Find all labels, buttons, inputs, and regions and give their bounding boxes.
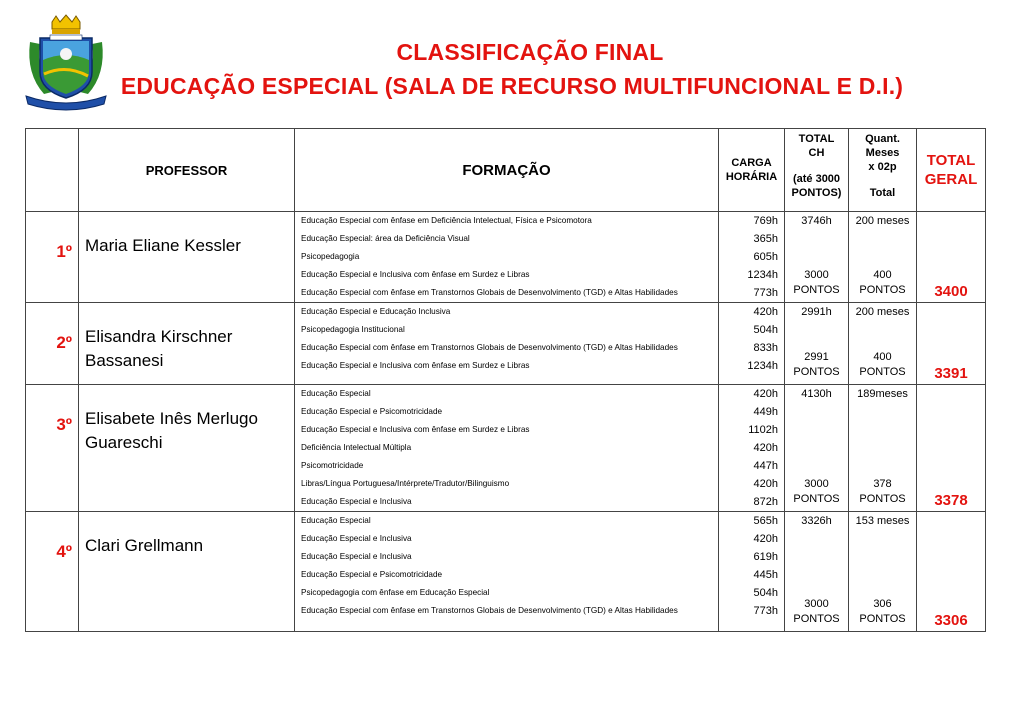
quant-meses-pontos-line: 378: [873, 478, 892, 490]
classification-table: [25, 128, 986, 632]
total-geral-value: 3391: [917, 303, 986, 385]
formacao-item: Educação Especial: [301, 389, 371, 398]
formacao-cell: [295, 303, 719, 385]
professor-name: [79, 303, 295, 385]
quant-meses-pontos-line: PONTOS: [859, 366, 906, 378]
formacao-item: Educação Especial e Psicomotricidade: [301, 407, 443, 416]
carga-value: 769h: [753, 215, 778, 227]
table-header-row: [26, 129, 986, 212]
quant-meses-cell: [849, 512, 917, 632]
quant-meses-pontos-line: PONTOS: [859, 493, 906, 505]
professor-name-line: Elisandra Kirschner: [85, 327, 233, 346]
table-row: [26, 212, 986, 303]
formacao-item: Educação Especial e Inclusiva com ênfase em Surdez e Libras: [301, 361, 530, 370]
total-ch-pontos: [785, 350, 848, 380]
quant-meses-pontos-line: PONTOS: [859, 284, 906, 296]
carga-value: 449h: [753, 406, 778, 418]
rank-cell: 1º: [26, 212, 79, 303]
formacao-item: Educação Especial e Inclusiva: [301, 497, 412, 506]
total-geral-value: 3400: [917, 212, 986, 303]
total-ch-value: 3746h: [801, 215, 832, 227]
header-total-geral: TOTAL GERAL: [917, 129, 986, 212]
professor-name: [79, 212, 295, 303]
formacao-item: Educação Especial: [301, 516, 371, 525]
carga-value: 445h: [753, 569, 778, 581]
carga-value: 833h: [753, 342, 778, 354]
table-row: [26, 385, 986, 512]
total-ch-pontos-line: 2991: [804, 351, 829, 363]
carga-value: 1234h: [747, 269, 778, 281]
total-ch-pontos: [785, 477, 848, 507]
header-total-ch: TOTAL CH (até 3000 PONTOS): [785, 129, 849, 212]
quant-meses-pontos: [849, 350, 916, 380]
total-ch-pontos: [785, 268, 848, 298]
carga-value: 420h: [753, 442, 778, 454]
professor-name: [79, 385, 295, 512]
carga-value: 872h: [753, 496, 778, 508]
total-ch-pontos-line: PONTOS: [793, 613, 840, 625]
quant-meses-pontos: [849, 268, 916, 298]
quant-meses-value: 200 meses: [855, 215, 910, 227]
formacao-item: Educação Especial: área da Deficiência Visual: [301, 234, 470, 243]
carga-value: 504h: [753, 587, 778, 599]
total-ch-pontos-line: 3000: [804, 598, 829, 610]
quant-meses-pontos: [849, 477, 916, 507]
formacao-item: Educação Especial com ênfase em Transtornos Globais de Desenvolvimento (TGD) e Altas Habilidades: [301, 343, 678, 352]
carga-value: 1234h: [747, 360, 778, 372]
carga-value: 420h: [753, 388, 778, 400]
carga-value: 365h: [753, 233, 778, 245]
total-geral-value: 3378: [917, 385, 986, 512]
carga-value: 565h: [753, 515, 778, 527]
total-ch-cell: [785, 303, 849, 385]
rank-cell: 3º: [26, 385, 79, 512]
total-geral-value: 3306: [917, 512, 986, 632]
quant-meses-cell: [849, 303, 917, 385]
total-ch-pontos-line: PONTOS: [793, 366, 840, 378]
quant-meses-value: 200 meses: [855, 306, 910, 318]
formacao-item: Psicomotricidade: [301, 461, 364, 470]
header-professor: PROFESSOR: [79, 129, 295, 212]
carga-value: 420h: [753, 306, 778, 318]
title-educacao-especial: EDUCAÇÃO ESPECIAL (SALA DE RECURSO MULTIFUNCIONAL E D.I.): [120, 73, 904, 99]
table-row: [26, 303, 986, 385]
quant-meses-value: 189meses: [857, 388, 908, 400]
rank-cell: 4º: [26, 512, 79, 632]
total-ch-value: 3326h: [801, 515, 832, 527]
table-row: [26, 512, 986, 632]
formacao-item: Educação Especial e Inclusiva com ênfase em Surdez e Libras: [301, 425, 530, 434]
carga-value: 605h: [753, 251, 778, 263]
total-ch-pontos-line: PONTOS: [793, 493, 840, 505]
professor-name-line: Maria Eliane Kessler: [85, 236, 241, 255]
professor-name-line: Clari Grellmann: [85, 536, 204, 555]
total-ch-pontos-line: 3000: [804, 269, 829, 281]
formacao-item: Psicopedagogia com ênfase em Educação Especial: [301, 588, 490, 597]
carga-horaria-cell: [719, 212, 785, 303]
carga-value: 619h: [753, 551, 778, 563]
formacao-item: Educação Especial e Inclusiva: [301, 534, 412, 543]
formacao-item: Deficiência Intelectual Múltipla: [301, 443, 412, 452]
carga-value: 420h: [753, 533, 778, 545]
formacao-item: Educação Especial e Educação Inclusiva: [301, 307, 451, 316]
formacao-cell: [295, 512, 719, 632]
quant-meses-cell: [849, 212, 917, 303]
title-classificacao-final: CLASSIFICAÇÃO FINAL: [396, 39, 664, 65]
formacao-item: Educação Especial com ênfase em Transtornos Globais de Desenvolvimento (TGD) e Altas Habilidades: [301, 288, 678, 297]
quant-meses-cell: [849, 385, 917, 512]
carga-value: 447h: [753, 460, 778, 472]
header-quant-meses: Quant. Meses x 02p Total: [849, 129, 917, 212]
rank-cell: 2º: [26, 303, 79, 385]
professor-name-line: Elisabete Inês Merlugo: [85, 409, 258, 428]
carga-horaria-cell: [719, 512, 785, 632]
formacao-item: Psicopedagogia Institucional: [301, 325, 405, 334]
professor-name-line: Bassanesi: [85, 351, 164, 370]
formacao-item: Educação Especial e Inclusiva com ênfase em Surdez e Libras: [301, 270, 530, 279]
formacao-cell: [295, 385, 719, 512]
carga-value: 504h: [753, 324, 778, 336]
formacao-item: Educação Especial com ênfase em Transtornos Globais de Desenvolvimento (TGD) e Altas Habilidades: [301, 606, 678, 615]
total-ch-pontos-line: 3000: [804, 478, 829, 490]
formacao-cell: [295, 212, 719, 303]
carga-value: 773h: [753, 605, 778, 617]
quant-meses-pontos-line: PONTOS: [859, 613, 906, 625]
quant-meses-value: 153 meses: [855, 515, 910, 527]
carga-horaria-cell: [719, 385, 785, 512]
total-ch-value: 2991h: [801, 306, 832, 318]
quant-meses-pontos-line: 400: [873, 351, 892, 363]
formacao-item: Educação Especial e Psicomotricidade: [301, 570, 443, 579]
quant-meses-pontos-line: 400: [873, 269, 892, 281]
professor-name-line: Guareschi: [85, 433, 163, 452]
formacao-item: Educação Especial e Inclusiva: [301, 552, 412, 561]
carga-value: 1102h: [748, 424, 778, 436]
total-ch-pontos: [785, 597, 848, 627]
total-ch-cell: [785, 212, 849, 303]
quant-meses-pontos: [849, 597, 916, 627]
carga-value: 773h: [753, 287, 778, 299]
quant-meses-pontos-line: 306: [873, 598, 892, 610]
total-ch-pontos-line: PONTOS: [793, 284, 840, 296]
header-carga-horaria: CARGA HORÁRIA: [719, 129, 785, 212]
carga-horaria-cell: [719, 303, 785, 385]
header-formacao: FORMAÇÃO: [295, 129, 719, 212]
formacao-item: Libras/Língua Portuguesa/Intérprete/Tradutor/Bilinguismo: [301, 479, 510, 488]
total-ch-value: 4130h: [801, 388, 832, 400]
carga-value: 420h: [753, 478, 778, 490]
total-ch-cell: [785, 512, 849, 632]
header-rank: [26, 129, 79, 212]
formacao-item: Educação Especial com ênfase em Deficiência Intelectual, Física e Psicomotora: [301, 216, 592, 225]
total-ch-cell: [785, 385, 849, 512]
formacao-item: Psicopedagogia: [301, 252, 360, 261]
professor-name: [79, 512, 295, 632]
